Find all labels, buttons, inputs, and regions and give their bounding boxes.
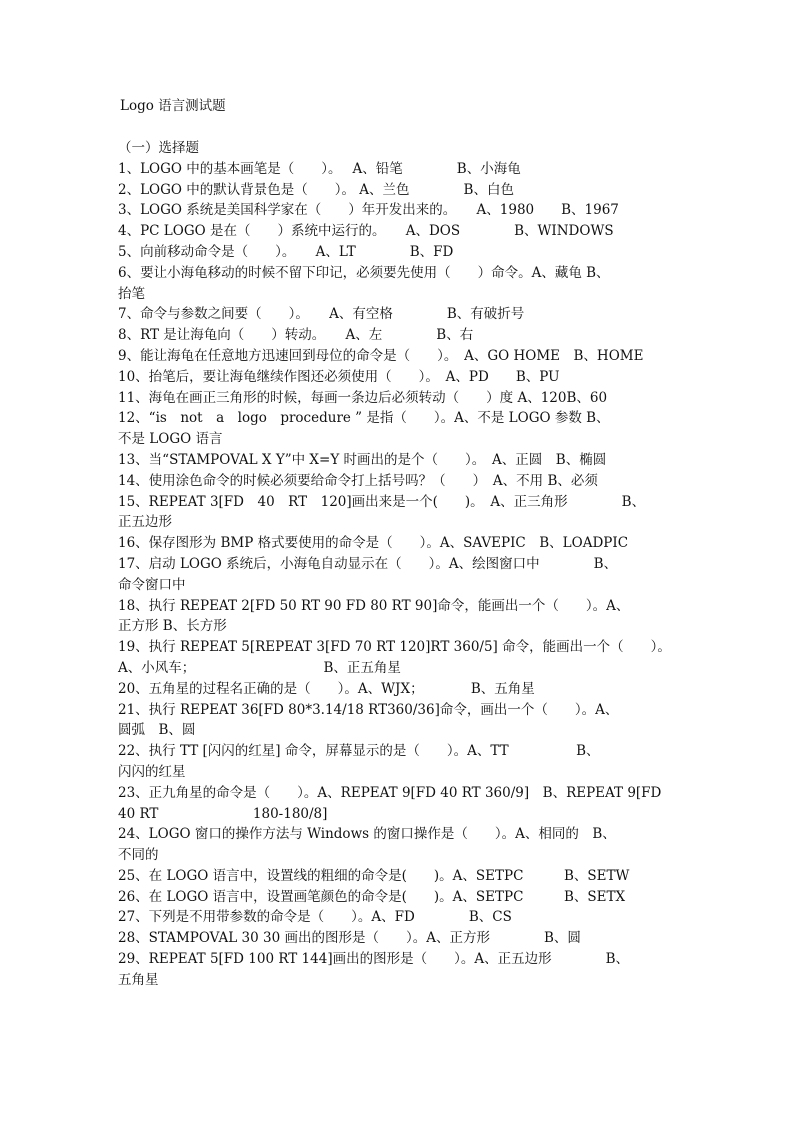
text-line: 4、PC LOGO 是在（ ）系统中运行的。 A、DOS B、WINDOWS <box>118 223 614 240</box>
question-list <box>118 138 684 991</box>
text-line: 16、保存图形为 BMP 格式要使用的命令是（ ）。A、SAVEPIC B、LOADPIC <box>118 535 629 552</box>
text-line: 26、在 LOGO 语言中，设置画笔颜色的命令是( )。A、SETPC B、SETX <box>118 888 626 905</box>
text-line: 8、RT 是让海龟向（ ）转动。 A、左 B、右 <box>118 327 474 344</box>
text-line: 抬笔 <box>118 285 145 302</box>
text-line: 五角星 <box>118 971 159 988</box>
text-line: 11、海龟在画正三角形的时候，每画一条边后必须转动（ ）度 A、120B、60 <box>118 389 608 406</box>
text-line: 27、下列是不用带参数的命令是（ ）。A、FD B、CS <box>118 909 512 926</box>
text-line: 2、LOGO 中的默认背景色是（ ）。 A、兰色 B、白色 <box>118 181 514 198</box>
text-line: 13、当“STAMPOVAL X Y”中 X=Y 时画出的是个（ ）。 A、正圆 B、椭圆 <box>118 451 607 468</box>
text-line: 28、STAMPOVAL 30 30 画出的图形是（ ）。A、正方形 B、圆 <box>118 930 581 947</box>
text-line: 不是 LOGO 语言 <box>118 431 223 448</box>
text-line: 15、REPEAT 3[FD 40 RT 120]画出来是一个( )。 A、正三角形 B、 <box>118 493 646 510</box>
text-line: 23、正九角星的命令是（ ）。A、REPEAT 9[FD 40 RT 360/9] B、REPEAT 9[FD <box>118 784 662 801</box>
text-line: 20、五角星的过程名正确的是（ ）。A、WJX； B、五角星 <box>118 680 535 697</box>
text-line: 命令窗口中 <box>118 576 186 593</box>
text-line: 10、抬笔后，要让海龟继续作图还必须使用（ ）。 A、PD B、PU <box>118 368 560 385</box>
text-line: 40 RT 180-180/8] <box>118 805 328 822</box>
text-line: （一）选择题 <box>118 140 199 156</box>
text-line: 圆弧 B、圆 <box>118 722 196 739</box>
text-line: 21、执行 REPEAT 36[FD 80*3.14/18 RT360/36]命令，画出一个（ ）。A、 <box>118 701 619 718</box>
text-line: 18、执行 REPEAT 2[FD 50 RT 90 FD 80 RT 90]命令，能画出一个（ ）。A、 <box>118 597 630 614</box>
text-line: 22、执行 TT [闪闪的红星] 命令，屏幕显示的是（ ）。A、TT B、 <box>118 743 600 760</box>
text-line: 闪闪的红星 <box>118 763 186 780</box>
text-line: 14、使用涂色命令的时候必须要给命令打上括号吗？（ ） A、不用 B、必须 <box>118 472 598 489</box>
text-line: 24、LOGO 窗口的操作方法与 Windows 的窗口操作是（ ）。A、相同的 B、 <box>118 826 616 843</box>
text-line: 5、向前移动命令是（ ）。 A、LT B、FD <box>118 243 454 260</box>
text-line: 25、在 LOGO 语言中，设置线的粗细的命令是( )。A、SETPC B、SETW <box>118 867 630 884</box>
text-line: 正方形 B、长方形 <box>118 618 227 635</box>
document-title: Logo 语言测试题 <box>120 98 226 114</box>
text-line: 正五边形 <box>118 514 172 531</box>
text-line: 17、启动 LOGO 系统后，小海龟自动显示在（ ）。A、绘图窗口中 B、 <box>118 555 618 572</box>
text-line: 19、执行 REPEAT 5[REPEAT 3[FD 70 RT 120]RT 360/5] 命令，能画出一个（ ）。 <box>118 639 671 656</box>
text-line: 7、命令与参数之间要（ ）。 A、有空格 B、有破折号 <box>118 306 525 323</box>
text-line: 29、REPEAT 5[FD 100 RT 144]画出的图形是（ ）。A、正五边形 B、 <box>118 951 630 968</box>
text-line: 1、LOGO 中的基本画笔是（ ）。 A、铅笔 B、小海龟 <box>118 160 521 177</box>
text-line: 不同的 <box>118 847 159 864</box>
text-line: 3、LOGO 系统是美国科学家在（ ）年开发出来的。 A、1980 B、1967 <box>118 202 619 219</box>
text-line: 6、要让小海龟移动的时候不留下印记，必须要先使用（ ）命令。A、藏龟 B、 <box>118 264 610 281</box>
text-line: A、小风车； B、正五角星 <box>118 659 401 676</box>
text-line: 9、能让海龟在任意地方迅速回到母位的命令是（ ）。 A、GO HOME B、HOME <box>118 347 644 364</box>
text-line: 12、“is not a logo procedure ” 是指（ ）。A、不是 LOGO 参数 B、 <box>118 410 610 427</box>
